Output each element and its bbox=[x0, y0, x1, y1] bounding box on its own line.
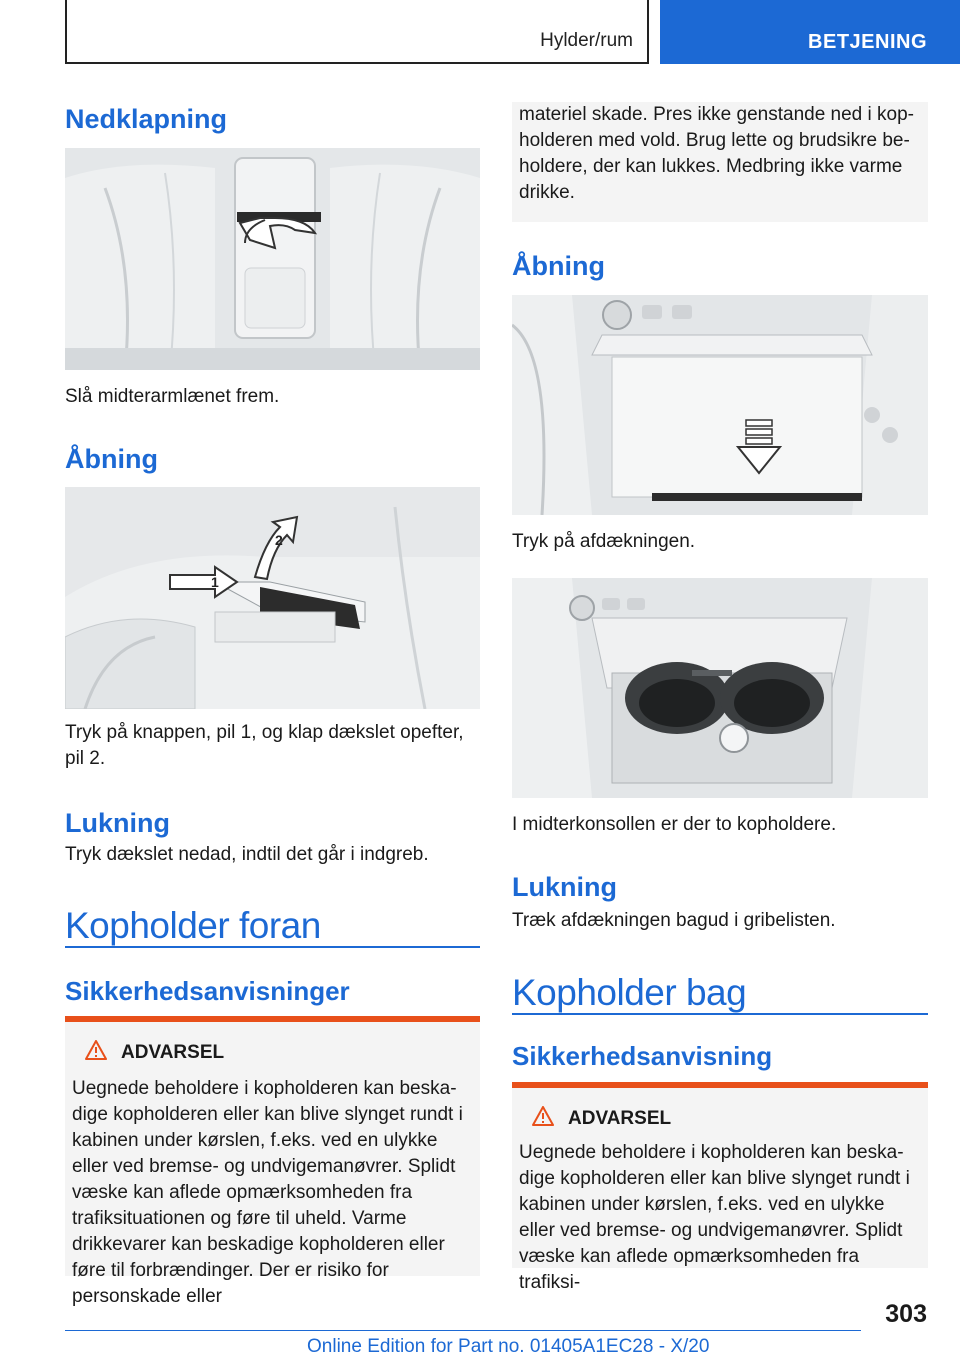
page-number: 303 bbox=[885, 1300, 927, 1328]
header-section-tab bbox=[660, 0, 960, 64]
heading-kopholder-bag: Kopholder bag bbox=[512, 972, 747, 1013]
warning-text-right: Uegnede beholdere i kopholderen kan beskadige kopholderen eller kan blive slynget rundt i kabinen under kørslen, f.eks. ved en ulykke eller ved bremse- og undvigemanøvrer. Splidt væske kan aflede opmærksomheden fra trafiksi- bbox=[519, 1142, 910, 1293]
warning-bar bbox=[512, 1082, 928, 1088]
heading-nedklapning: Nedklapning bbox=[65, 104, 228, 134]
footer-edition: Online Edition for Part no. 01405A1EC28 - X/20 bbox=[307, 1336, 710, 1357]
heading-lukning-left: Lukning bbox=[65, 808, 170, 838]
footer-rule bbox=[65, 1330, 861, 1331]
arrow-label-2: 2 bbox=[275, 532, 283, 548]
warning-text-continued: materiel skade. Pres ikke genstande ned i kopholderen med vold. Brug lette og brudsikre beholdere, der kan lukkes. Medbring ikke varme drikke. bbox=[519, 104, 914, 203]
warning-text-left: Uegnede beholdere i kopholderen kan beskadige kopholderen eller kan blive slynget rundt i kabinen under kørslen, f.eks. ved en ulykke eller ved bremse- og undvigemanøvrer. Splidt væske kan aflede opmærksomheden fra trafiksituationen og føre til uheld. Varme drikkevarer kan beskadige kopholderen eller føre til forbrændinger. Der er risiko for personskade eller bbox=[72, 1078, 463, 1307]
caption-midterkonsol: I midterkonsollen er der to kopholdere. bbox=[512, 814, 837, 835]
heading-kopholder-foran: Kopholder foran bbox=[65, 905, 321, 946]
header-section-label: BETJENING bbox=[808, 31, 927, 53]
image-two-cupholders bbox=[512, 578, 928, 798]
heading-lukning-right: Lukning bbox=[512, 872, 617, 902]
image-armrest-open-arrows bbox=[65, 487, 480, 709]
image-rear-seat-armrest-fold bbox=[65, 148, 480, 370]
warning-triangle-icon bbox=[85, 1040, 107, 1066]
section-rule-right bbox=[512, 1013, 928, 1015]
warning-box-left bbox=[65, 1016, 480, 1307]
text-lukning-right: Træk afdækningen bagud i gribelisten. bbox=[512, 910, 836, 931]
warning-title: ADVARSEL bbox=[568, 1108, 672, 1129]
section-rule-left bbox=[65, 946, 480, 948]
warning-box-right bbox=[512, 1082, 928, 1293]
image-console-cover-press bbox=[512, 295, 928, 515]
caption-tryk: Tryk på afdækningen. bbox=[512, 531, 696, 552]
header-subtitle: Hylder/rum bbox=[540, 30, 633, 51]
caption-nedklapning: Slå midterarmlænet frem. bbox=[65, 386, 280, 407]
arrow-label-1: 1 bbox=[211, 574, 219, 590]
warning-header bbox=[532, 1106, 671, 1132]
caption-aabning-left: Tryk på knappen, pil 1, og klap dækslet opefter, pil 2. bbox=[65, 722, 464, 769]
warning-triangle-icon bbox=[532, 1106, 554, 1132]
warning-box-continued bbox=[512, 102, 928, 222]
warning-title: ADVARSEL bbox=[121, 1042, 225, 1063]
warning-header bbox=[85, 1040, 224, 1066]
text-lukning-left: Tryk dækslet nedad, indtil det går i indgreb. bbox=[65, 844, 429, 865]
heading-sikkerhedsanvisning: Sikkerhedsanvisning bbox=[512, 1041, 773, 1071]
heading-aabning-right: Åbning bbox=[512, 251, 605, 281]
heading-sikkerhedsanvisninger: Sikkerhedsanvisninger bbox=[65, 976, 350, 1006]
warning-bar bbox=[65, 1016, 480, 1022]
header-title-box bbox=[65, 0, 649, 64]
heading-aabning-left: Åbning bbox=[65, 444, 158, 474]
